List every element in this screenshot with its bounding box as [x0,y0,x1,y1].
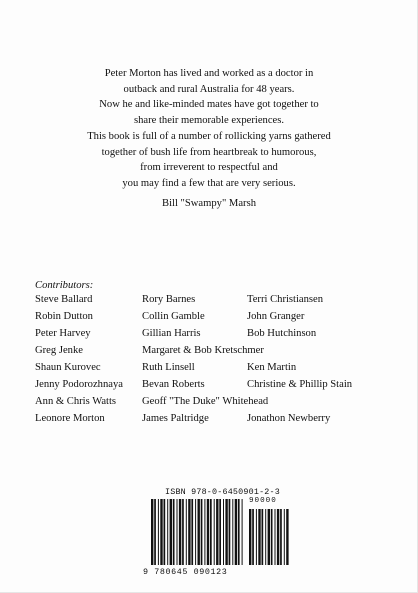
barcode-digits: 9 780645 090123 [143,567,228,577]
blurb-line: share their memorable experiences. [133,115,284,127]
contributor-name: John Granger [247,311,305,322]
blurb-line: Now he and like-minded mates have got together to [99,99,319,111]
barcode-bar [216,499,218,565]
barcode-bar [232,499,233,565]
barcode-bar [214,499,215,565]
contributor-name: Margaret & Bob Kretschmer [142,345,264,356]
contributors-row [35,396,395,413]
barcode-bar [210,499,212,565]
contributor-name: Christine & Phillip Stain [247,379,353,390]
contributor-name: James Paltridge [142,413,209,424]
contributors-row [35,413,395,430]
contributors-row [35,328,395,345]
barcode-bar [186,499,187,565]
barcode-bar [262,509,264,565]
barcode-bar [188,499,190,565]
contributor-name: Shaun Kurovec [35,362,101,373]
blurb-line: This book is full of a number of rollicking yarns gathered [87,130,331,142]
barcode-bar [280,509,282,565]
contributor-name: Bevan Roberts [142,379,205,390]
isbn-label: ISBN 978-0-6450901-2-3 [165,487,280,497]
barcode-bar [225,499,227,565]
contributor-name: Peter Harvey [35,328,91,339]
barcode-bar [271,509,273,565]
contributor-name: Steve Ballard [35,294,93,305]
barcode-bar [158,499,159,565]
barcode-bar [154,499,156,565]
contributor-name: Greg Jenke [35,345,83,356]
contributor-name: Bob Hutchinson [247,328,317,339]
barcode-bar [177,499,178,565]
price-code: 90000 [249,497,277,505]
barcode-bar [173,499,175,565]
barcode-bar [238,499,240,565]
barcode-bar [164,499,166,565]
barcode-bar [195,499,196,565]
barcode-bar [235,499,237,565]
barcode-bar [277,509,279,565]
barcode-bar [256,509,257,565]
barcode-bar [191,499,193,565]
barcode-bar [275,509,276,565]
barcode-bar [167,499,168,565]
contributor-name: Collin Gamble [142,311,205,322]
contributor-name: Terri Christiansen [247,294,324,305]
barcode-bar [223,499,224,565]
blurb-line: you may find a few that are very serious. [122,177,296,189]
barcode-bar [286,509,288,565]
barcode-bar [265,509,266,565]
barcode-bar [207,499,209,565]
contributor-name: Jenny Podorozhnaya [35,379,123,390]
blurb-line: outback and rural Australia for 48 years. [123,83,295,95]
barcode-bar [170,499,172,565]
contributors-heading: Contributors: [35,280,94,291]
barcode-bar [179,499,181,565]
blurb [0,66,418,192]
contributor-name: Rory Barnes [142,294,196,305]
contributors-row [35,294,395,311]
barcode-bar [242,499,243,565]
contributor-name: Ken Martin [247,362,297,373]
barcode-bar [249,509,251,565]
contributor-name: Gillian Harris [142,328,201,339]
barcode-bar [151,499,153,565]
barcode-bar [252,509,254,565]
isbn-barcode [143,487,293,579]
barcode-bar [258,509,260,565]
contributors-row [35,311,395,328]
contributors-row [35,345,395,362]
contributor-name: Geoff "The Duke" Whitehead [142,396,269,407]
contributor-name: Robin Dutton [35,311,93,322]
barcode-bar [182,499,184,565]
barcode-bar [160,499,162,565]
barcode-bar [284,509,285,565]
barcode-bar [229,499,231,565]
barcode-bar [268,509,270,565]
barcode-bar [198,499,200,565]
blurb-line: Peter Morton has lived and worked as a doctor in [104,68,314,79]
contributor-name: Ruth Linsell [142,362,195,373]
barcode-bar [204,499,205,565]
barcode-icon [143,497,293,569]
contributor-name: Leonore Morton [35,413,105,424]
contributors-row [35,362,395,379]
contributors-row [35,379,395,396]
contributors-list [35,294,395,430]
blurb-line: together of bush life from heartbreak to humorous, [101,146,317,158]
contributor-name: Jonathon Newberry [247,413,331,424]
barcode-bar [201,499,203,565]
barcode-bar [219,499,221,565]
blurb-signature: Bill "Swampy" Marsh [162,198,256,209]
blurb-line: from irreverent to respectful and [140,162,278,174]
contributor-name: Ann & Chris Watts [35,396,117,407]
